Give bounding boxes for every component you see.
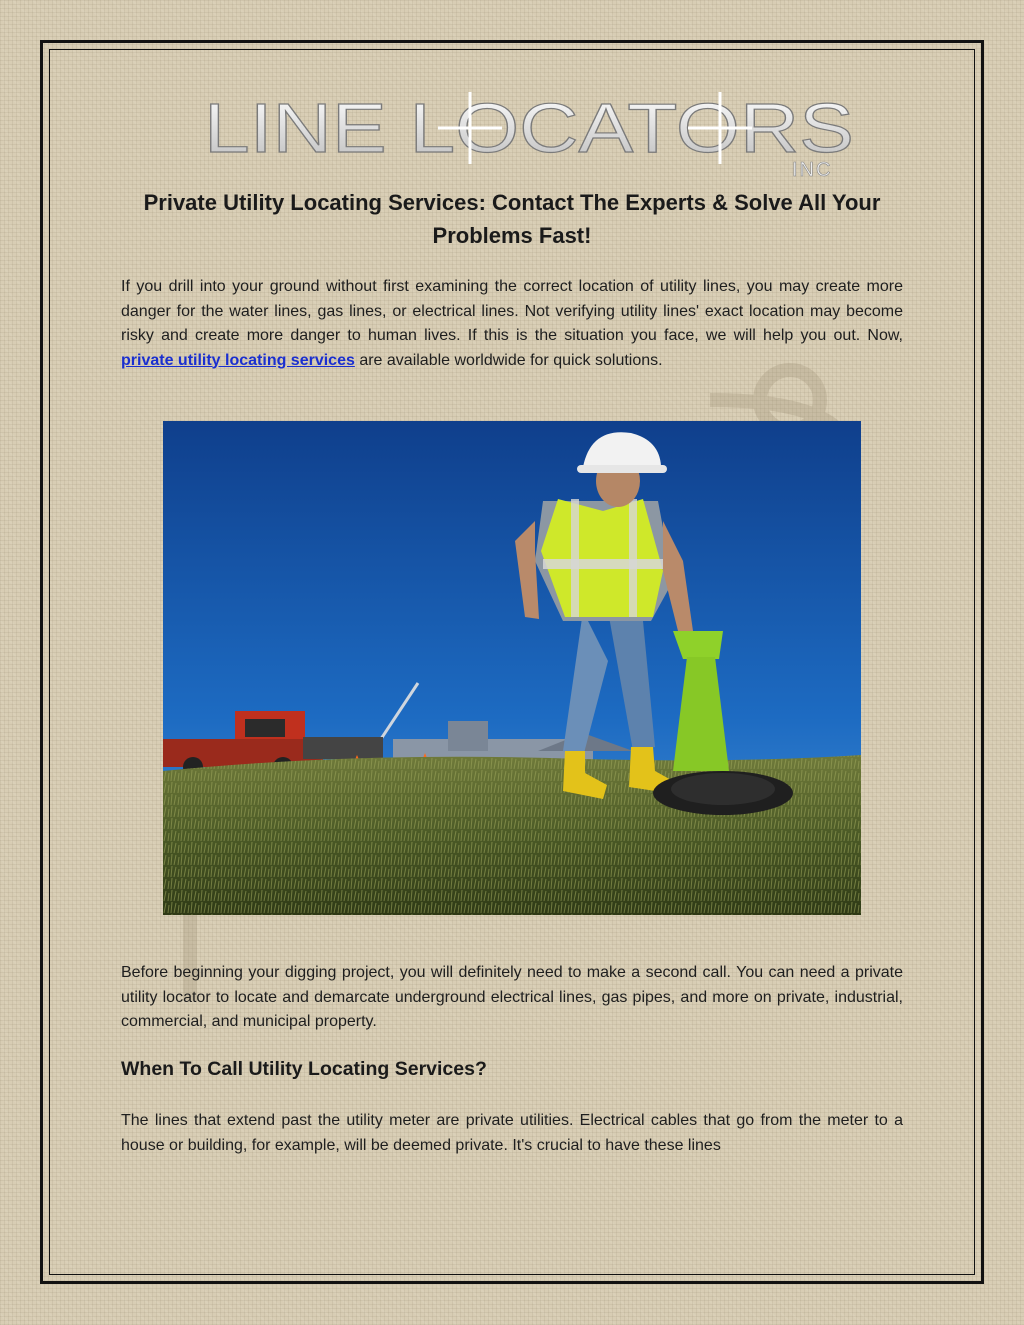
second-paragraph: Before beginning your digging project, you will definitely need to make a second call. You can need a private utility locator to locate and demarcate underground electrical lines, gas pipes, and more on private, industrial, commercial, and municipal property.	[121, 964, 903, 1030]
section-heading: When To Call Utility Locating Services?	[121, 1058, 487, 1080]
intro-text-after: are available worldwide for quick solutions.	[354, 351, 663, 369]
intro-text-before: If you drill into your ground without first examining the correct location of utility lines, you may create more danger for the water lines, gas lines, or electrical lines. Not verifying utility lines' exact location may become risky and create more danger to human lives. If this is the situation you face, we will help you out. Now,	[121, 278, 903, 344]
article-title: Private Utility Locating Services: Contact The Experts & Solve All Your Problems Fast!	[143, 190, 881, 248]
private-utility-locating-link[interactable]: private utility locating services	[121, 351, 355, 369]
logo-brand-text: LINE LOCATORS	[204, 92, 855, 167]
line-locators-logo	[200, 92, 860, 178]
intro-paragraph	[121, 275, 903, 373]
logo-suffix-text: INC	[792, 159, 833, 178]
third-paragraph: The lines that extend past the utility meter are private utilities. Electrical cables that go from the meter to a house or building, for example, will be deemed private. It's crucial to have these lines	[121, 1112, 903, 1154]
worker-photo	[163, 421, 861, 915]
